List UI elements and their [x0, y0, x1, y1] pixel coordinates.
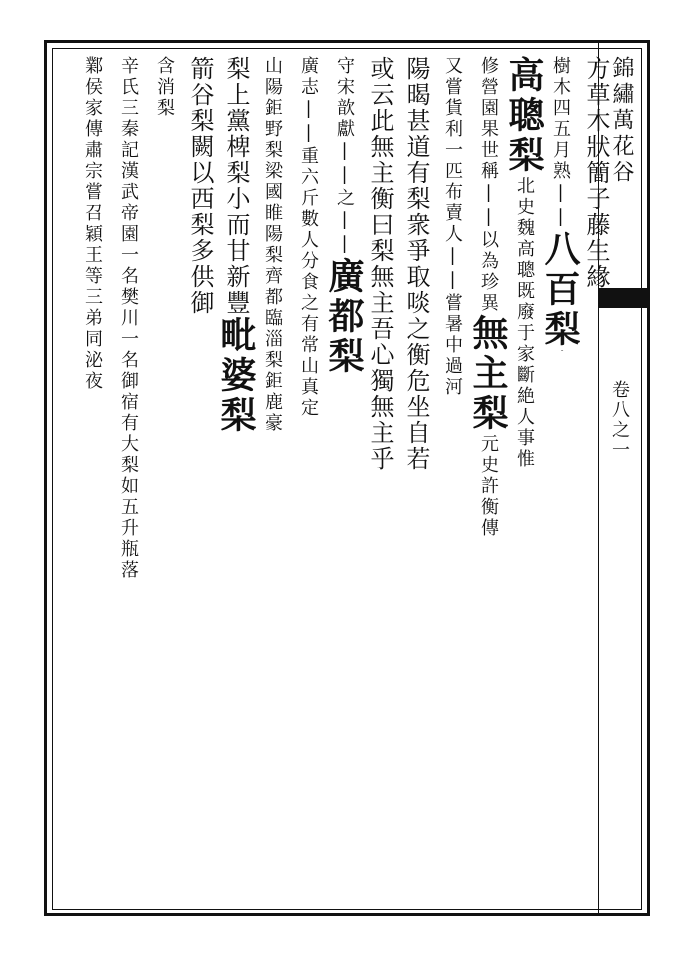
column-text: 梨上黨椑梨小而甘新豐 [222, 56, 250, 316]
column-text: 廣志||重六斤數人分食之有常山真定 [298, 56, 319, 419]
text-column-7 [364, 56, 396, 472]
text-column-4 [467, 56, 509, 539]
heading-babai-li: 八百梨 [539, 230, 581, 350]
text-column-14 [112, 56, 144, 581]
heading-pipo-li: 毗婆梨 [215, 316, 257, 436]
text-column-8 [323, 56, 365, 377]
heading-wuzhu-li: 無主梨 [467, 314, 509, 434]
text-column-9 [292, 56, 324, 419]
text-column-2 [539, 56, 581, 351]
column-text: 山陽鉅野梨梁國睢陽梨齊都臨淄梨鉅鹿豪 [262, 56, 283, 434]
heading-gaocong-li: 高聰梨 [503, 56, 545, 176]
column-text: 箭谷梨闕以西梨多供御 [186, 56, 214, 316]
column-text: 方草木狀簡子藤生緣 [582, 56, 610, 290]
column-text: 元史許衡傳 [478, 434, 499, 539]
column-text: 含消梨 [154, 56, 175, 119]
margin-volume: 卷八之一 [609, 380, 630, 460]
text-column-15 [76, 56, 108, 392]
column-text: 嘗暑中過河 [442, 293, 463, 398]
column-text: 辛氏三秦記漢武帝園一名樊川一名御宿有大梨如五升瓶落 [118, 56, 139, 581]
column-text: 鄴侯家傳肅宗嘗召穎王等三弟同泌夜 [82, 56, 103, 392]
column-text [544, 350, 576, 351]
column-text: 修營園果世稱||以為珍異 [478, 56, 499, 314]
text-column-6 [400, 56, 432, 472]
column-text: 北史魏高聰既廢于家斷絶人事惟 [514, 176, 535, 470]
text-column-1 [580, 56, 612, 290]
text-column-3 [503, 56, 545, 470]
column-text: 又嘗貨利一匹布賣人|| [442, 56, 463, 293]
heading-guangdu-li: 廣都梨 [323, 257, 365, 377]
text-column-5 [436, 56, 468, 398]
text-column-12 [184, 56, 216, 316]
text-column-13 [148, 56, 180, 119]
column-text: 樹木四五月熟|| [550, 56, 571, 230]
margin-title: 錦繡萬花谷 [609, 56, 634, 186]
column-text: 或云此無主衡曰梨無主吾心獨無主乎 [366, 56, 394, 472]
text-column-10 [256, 56, 288, 434]
text-column-11 [215, 56, 257, 436]
column-text: 陽暍甚道有梨衆爭取啖之衡危坐自若 [402, 56, 430, 472]
column-text: 守宋歆獻||之|| [334, 56, 355, 257]
fishtail-mark [598, 288, 650, 308]
